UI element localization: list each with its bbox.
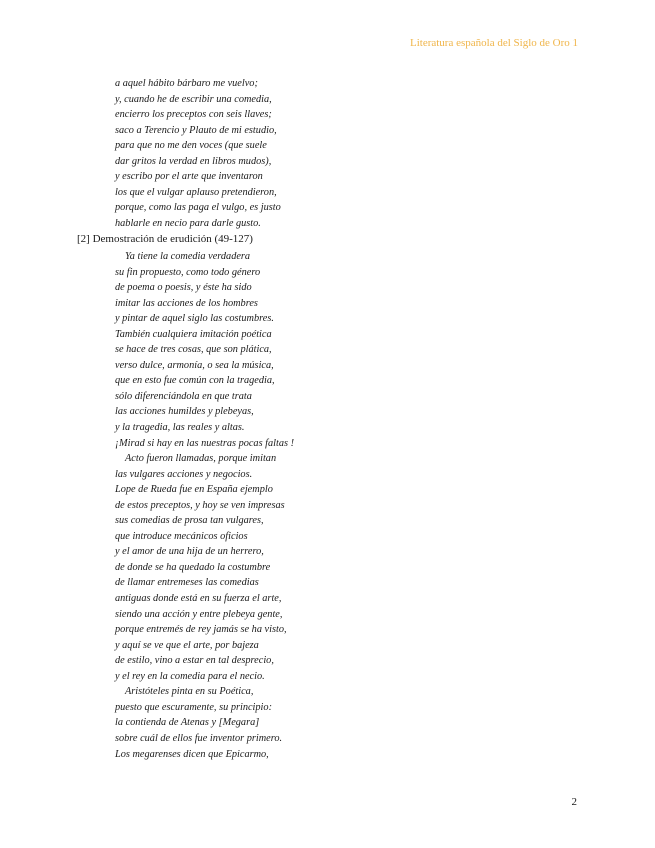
verse-line: y el rey en la comedia para el necio. [115,670,265,682]
verse-line: de llamar entremeses las comedias [115,577,259,589]
verse-block-after [115,249,294,762]
verse-line: se hace de tres cosas, que son plática, [115,344,272,356]
verse-line: También cualquiera imitación poética [115,328,272,340]
verse-line: para que no me den voces (que suele [115,140,267,152]
verse-line: puesto que escuramente, su principio: [115,701,272,713]
verse-line: su fin propuesto, como todo género [115,266,261,278]
verse-line: a aquel hábito bárbaro me vuelvo; [115,78,258,89]
verse-line: de estos preceptos, y hoy se ven impresas [115,499,285,511]
verse-line: Los megarenses dicen que Epicarmo, [115,748,269,760]
running-header: Literatura española del Siglo de Oro 1 [409,37,578,49]
verse-line: las vulgares acciones y negocios. [115,468,253,480]
verse-line: y, cuando he de escribir una comedia, [115,93,272,105]
verse-line: antiguas donde está en su fuerza el arte, [115,593,282,605]
verse-line: sus comedias de prosa tan vulgares, [115,515,264,527]
verse-line: que en esto fue común con la tragedia, [115,375,275,387]
verse-line: de estilo, vino a estar en tal desprecio, [115,655,274,667]
verse-line: porque, como las paga el vulgo, es justo [115,202,281,214]
verse-line: imitar las acciones de los hombres [115,297,258,309]
verse-line: que introduce mecánicos oficios [115,530,248,542]
verse-line: porque entremés de rey jamás se ha visto, [115,624,287,636]
verse-line: los que el vulgar aplauso pretendieron, [115,186,277,198]
verse-line: siendo una acción y entre plebeya gente, [115,608,283,620]
verse-line: y la tragedia, las reales y altas. [115,422,245,434]
verse-line: Acto fueron llamadas, porque imitan [125,453,277,465]
verse-line: sobre cuál de ellos fue inventor primero. [115,732,283,744]
verse-line: y aquí se ve que el arte, por bajeza [115,639,259,651]
verse-line: ¡Mirad si hay en las nuestras pocas faltas ! [115,437,295,449]
verse-line: Lope de Rueda fue en España ejemplo [115,484,273,496]
verse-line: de donde se ha quedado la costumbre [115,561,271,573]
verse-line: y escribo por el arte que inventaron [115,171,263,183]
verse-line: verso dulce, armonía, o sea la música, [115,359,274,371]
verse-line: de poema o poesis, y éste ha sido [115,282,252,294]
verse-line: Aristóteles pinta en su Poética, [125,686,254,698]
verse-line: sólo diferenciándola en que trata [115,390,252,402]
verse-line: encierro los preceptos con seis llaves; [115,109,272,121]
verse-line: dar gritos la verdad en libros mudos), [115,155,272,167]
verse-line: hablarle en necio para darle gusto. [115,217,261,229]
section-heading: [2] Demostración de erudición (49-127) [77,233,253,245]
verse-line: y pintar de aquel siglo las costumbres. [115,313,274,325]
verse-line: y el amor de una hija de un herrero, [115,546,264,558]
verse-line: Ya tiene la comedia verdadera [125,251,251,262]
verse-line: la contienda de Atenas y [Megara] [115,717,260,729]
page-number: 2 [571,796,577,808]
verse-line: saco a Terencio y Plauto de mi estudio, [115,124,277,136]
verse-block-before [115,76,281,231]
verse-line: las acciones humildes y plebeyas, [115,406,254,418]
